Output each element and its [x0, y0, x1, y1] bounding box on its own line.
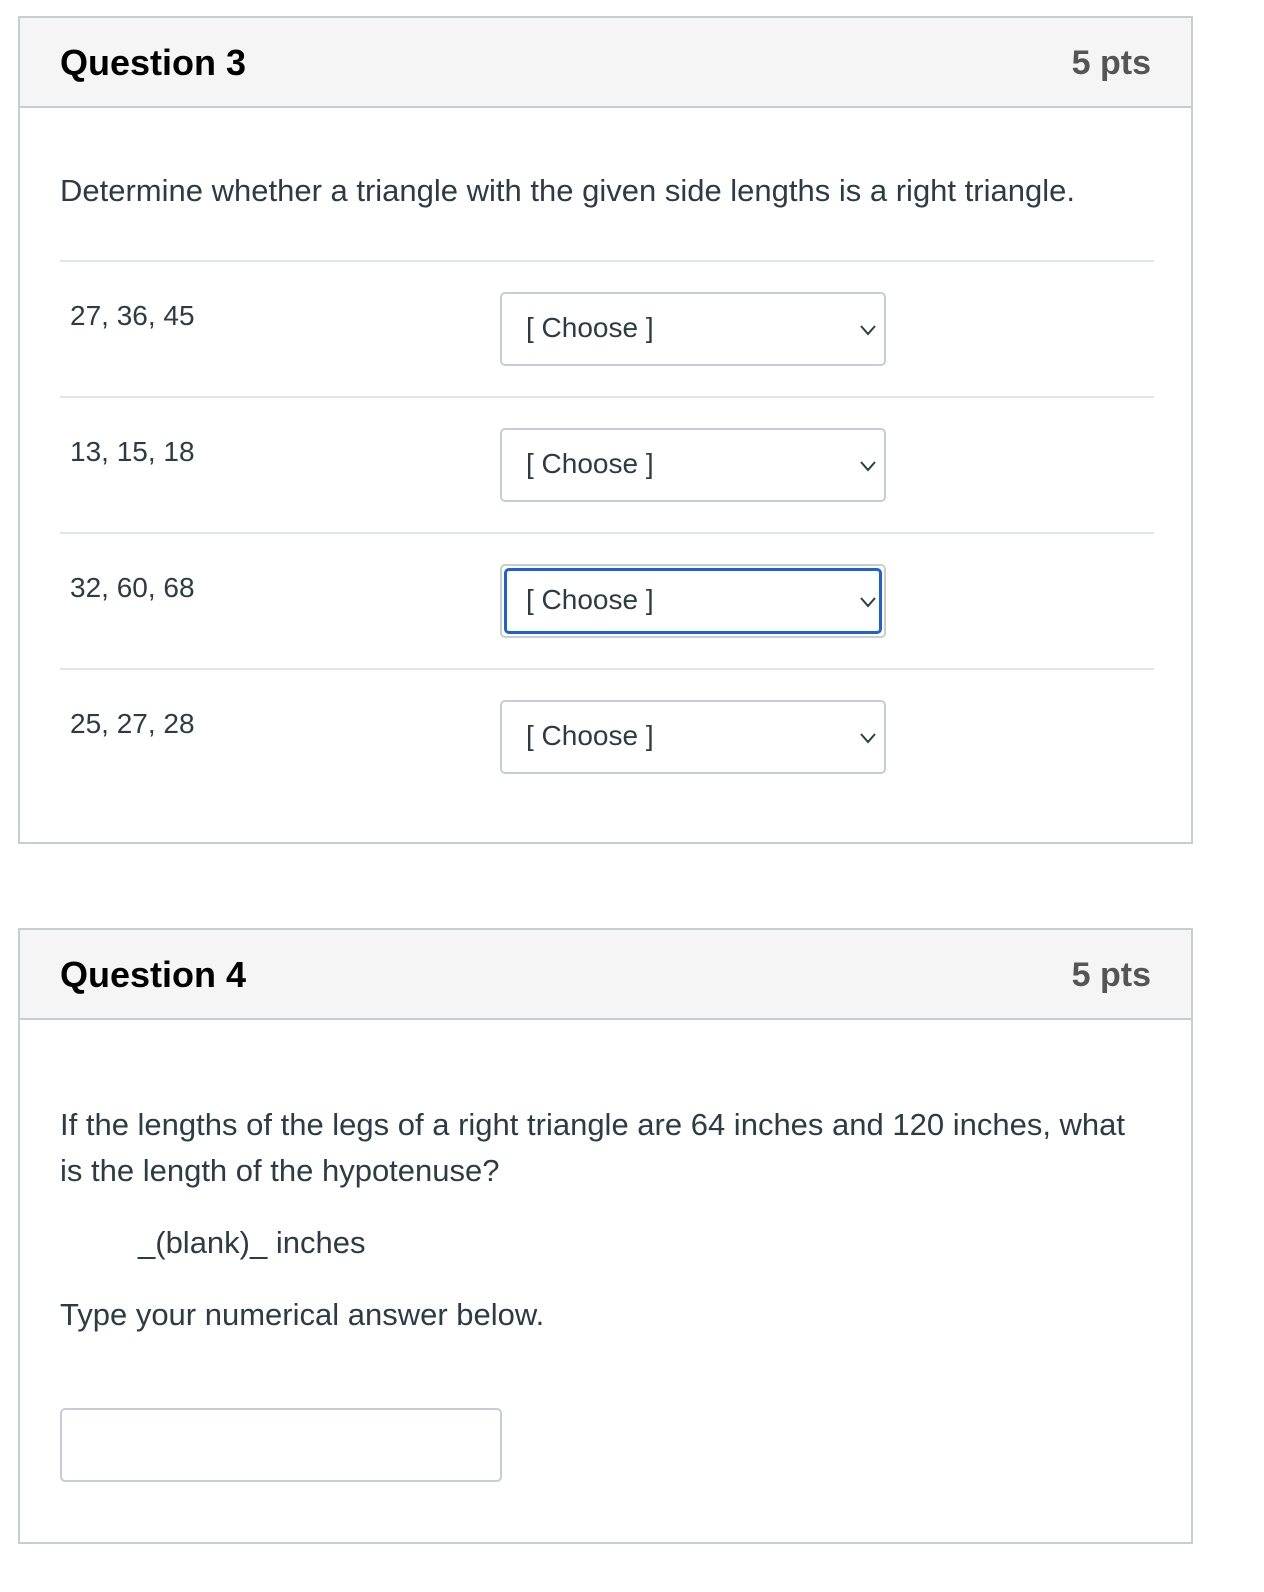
answer-dropdown[interactable]: [500, 700, 886, 774]
dropdown-value: [ Choose ]: [526, 448, 654, 479]
blank-line: _(blank)_ inches: [138, 1225, 366, 1260]
answer-instruction: Type your numerical answer below.: [60, 1297, 545, 1332]
chevron-down-icon: [858, 728, 878, 748]
chevron-down-icon: [858, 320, 878, 340]
dropdown-value: [ Choose ]: [526, 312, 654, 343]
answer-dropdown[interactable]: [500, 428, 886, 502]
question-4-header: [20, 930, 1191, 1020]
question-3-points: 5 pts: [1071, 44, 1151, 82]
dropdown-value: [ Choose ]: [526, 584, 654, 615]
chevron-down-icon: [858, 592, 878, 612]
question-4-title: Question 4: [60, 954, 247, 995]
numerical-answer-input[interactable]: [60, 1408, 502, 1482]
match-row: [60, 532, 1154, 670]
match-row-label: 27, 36, 45: [70, 300, 195, 331]
dropdown-value: [ Choose ]: [526, 720, 654, 751]
match-row-label: 13, 15, 18: [70, 436, 195, 467]
question-3-title: Question 3: [60, 42, 247, 83]
answer-dropdown[interactable]: [500, 292, 886, 366]
question-4-points: 5 pts: [1071, 956, 1151, 994]
chevron-down-icon: [858, 456, 878, 476]
question-3-card: [18, 16, 1193, 844]
match-row-label: 25, 27, 28: [70, 708, 195, 739]
match-row: [60, 668, 1154, 806]
match-row: [60, 396, 1154, 534]
question-4-card: [18, 928, 1193, 1544]
question-3-header: [20, 18, 1191, 108]
answer-dropdown[interactable]: [500, 564, 886, 638]
question-3-prompt: Determine whether a triangle with the given side lengths is a right triangle.: [60, 173, 1075, 208]
match-row: [60, 260, 1154, 398]
question-4-prompt: If the lengths of the legs of a right triangle are 64 inches and 120 inches, what is the length of the hypotenuse?: [60, 1107, 1126, 1188]
match-row-label: 32, 60, 68: [70, 572, 195, 603]
